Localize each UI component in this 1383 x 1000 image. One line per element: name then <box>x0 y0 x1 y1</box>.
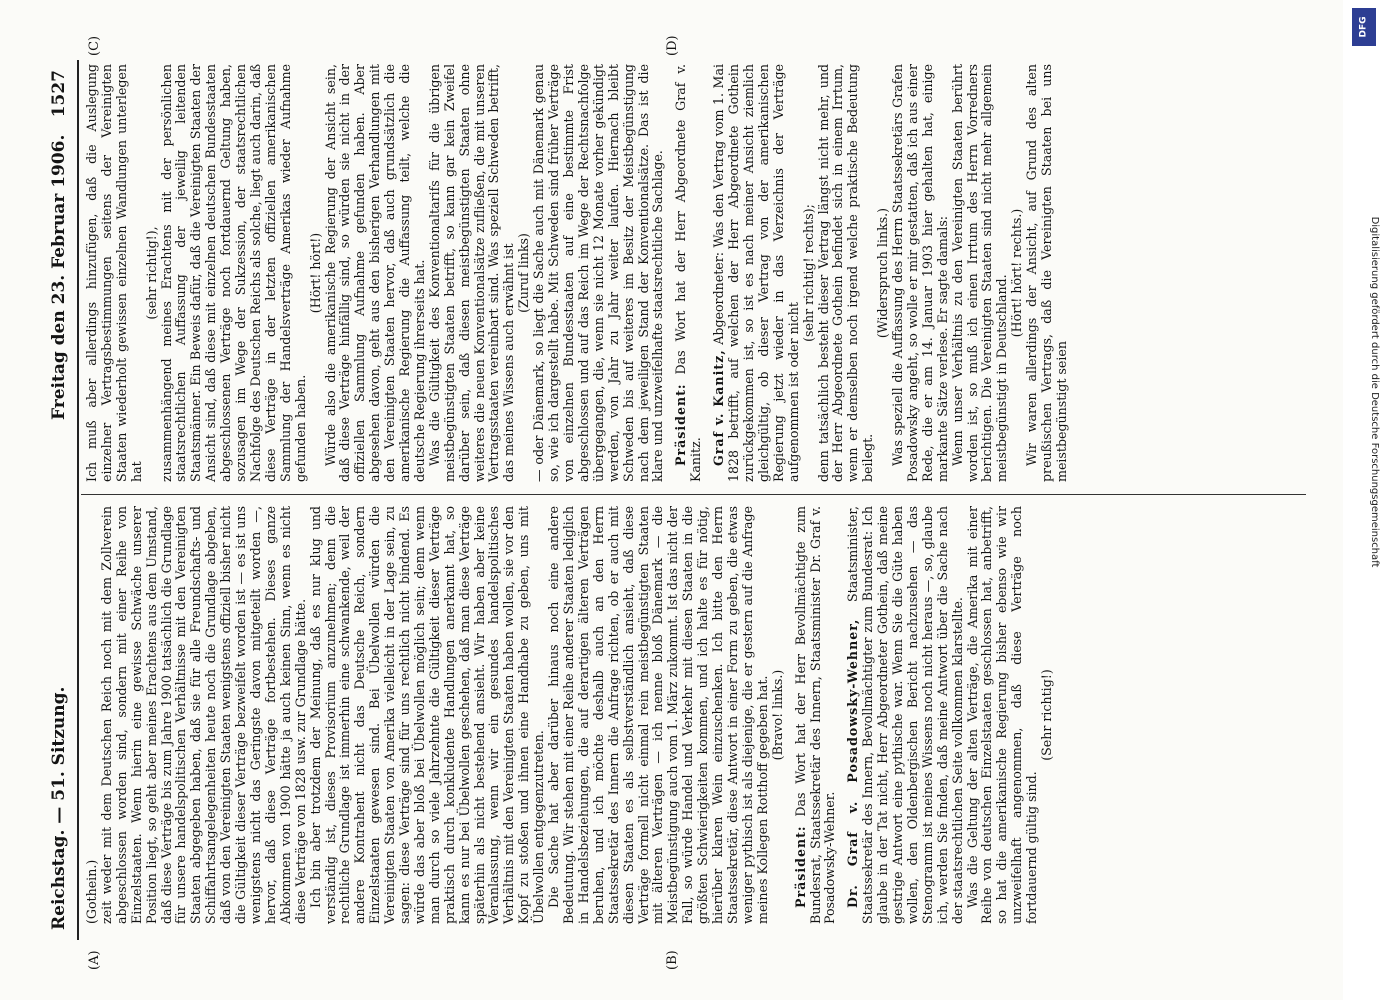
speaker-tag: (Gothein.) <box>84 859 99 924</box>
header-session: Reichstag. — 51. Sitzung. <box>49 686 69 930</box>
margin-mark-c: (C) <box>87 35 102 56</box>
paragraph: Abgeordneter: Was den Vertrag vom 1. Mai 1828 betrifft, auf welchen der Herr Abgeordnete Gothein zurückgekommen ist, so ist es nach meiner Ansicht ziemlich gleichgültig, ob dieser Vertrag von der amerikanischen Regierung jetzt wieder in das Verzeichnis der Verträge aufgenommen ist oder nicht <box>711 64 801 482</box>
left-column <box>85 506 1055 924</box>
header-rule <box>77 60 79 940</box>
kanitz-speaker: Graf v. Kanitz, <box>711 349 727 466</box>
paragraph: Ich muß aber allerdings hinzufügen, daß die Auslegung einzelner Vertragsbestimmungen seitens der Vereinigten Staaten wiederholt gewissen einzelnen Wandlungen unterlegen hat <box>84 64 144 482</box>
margin-mark-d: (D) <box>665 35 680 56</box>
president-label: Präsident: <box>792 825 808 908</box>
interjection: (Widerspruch links.) <box>875 207 891 339</box>
paragraph: Staatsminister, Staatssekretär des Innern, Bevollmächtigter zum Bundesrat: Ich glaube in der Tat nicht, Herr Abgeordneter Gothein, daß meine gestrige Antwort eine pythische war. Wenn Sie die Güte haben wollen, den Oldenbergischen Bericht nachzusehen — das Stenogramm ist meines Wissens noch nicht heraus —, so, glaube ich, werden Sie finden, daß meine Antwort über die Sache nach der staatsrechtlichen Seite vollkommen klarstellte. <box>845 506 965 924</box>
quotation: Wenn unser Verhältnis zu den Vereinigten Staaten berührt worden ist, so muß ich einen Irrtum des Herrn Vorredners berichtigen. Die Vereinigten Staaten sind nicht mehr allgemein meistbegünstigt in Deutschland. <box>949 64 1010 482</box>
right-column <box>85 64 1070 482</box>
paragraph: zeit weder mit dem Deutschen Reich noch mit dem Zollverein abgeschlossen worden sind, sondern mit einer Reihe von Einzelstaaten. Wenn hierin eine gewisse Schwäche unserer Position liegt, so geht aber meines Erachtens aus dem Umstand, daß diese Verträge bis zum Jahre 1900 tatsächlich die Grundlage für unsere handelspolitischen Verhältnisse mit den Vereinigten Staaten abgegeben haben, daß sie für alle Freundschafts- und Schiffahrtsangelegenheiten heute noch die Grundlage abgeben, daß von den Vereinigten Staaten wenigstens offiziell bisher nicht die Gültigkeit dieser Verträge bezweifelt worden ist — es ist uns wenigstens nicht das Geringste davon mitgeteilt worden —, hervor, daß diese Verträge fortbestehen. Dieses ganze Abkommen von 1900 hätte ja auch keinen Sinn, wenn es nicht diese Verträge von 1828 usw. zur Grundlage hätte. <box>98 506 308 924</box>
applause: (Bravo! links.) <box>769 669 785 761</box>
paragraph: Die Sache hat aber darüber hinaus noch eine andere Bedeutung. Wir stehen mit einer Reihe anderer Staaten lediglich in Handelsbeziehungen, die auf derartigen älteren Verträgen beruhen, und ich möchte deshalb auch an den Herrn Staatssekretär des Innern die Anfrage richten, ob er auch mit diesen Staaten es als selbstverständlich ansieht, daß diese Verträge formell nicht einmal rein meistbegünstigten Staaten mit älteren Verträgen — ich nenne bloß Dänemark — die Meistbegünstigung auch vom 1. März zukommt. Ist das nicht der Fall, so würde Handel und Verkehr mit diesen Staaten in die größten Schwierigkeiten kommen, und ich halte es für nötig, hierüber klaren Wein einzuschenken. Ich bitte den Herrn Staatssekretär, diese Antwort in einer Form zu geben, die etwas weniger pythisch ist als diejenige, die er gestern auf die Anfrage meines Kollegen Rotthoff gegeben hat. <box>546 506 770 924</box>
paragraph: zusammenhängend meines Erachtens mit der persönlichen staatsrechtlichen Auffassung der jeweilig leitenden Staatsmänner. Ein Beweis dafür, daß die Vereinigten Staaten der Ansicht sind, daß diese mit einzelnen deutschen Bundesstaaten abgeschlossenen Verträge noch fortdauernd Geltung haben, sozusagen im Wege der Sukzession, der staatsrechtlichen Nachfolge des Deutschen Reichs als solche, liegt auch darin, daß diese Verträge in der letzten offiziellen amerikanischen Sammlung der Handelsverträge Amerikas wieder Aufnahme gefunden haben. <box>158 64 308 482</box>
header-date: Freitag den 23. Februar 1906. <box>49 134 69 420</box>
paragraph: Was die Geltung der alten Verträge, die Amerika mit einer Reihe von deutschen Einzelstaaten geschlossen hat, anbetrifft, so hat die amerikanische Regierung bisher ebenso wie wir unzweifelhaft angenommen, daß diese Verträge noch fortdauernd gültig sind. <box>964 506 1040 924</box>
interjection: (sehr richtig! rechts); <box>800 204 816 342</box>
quotation: Wir waren allerdings der Ansicht, auf Grund des alten preußischen Vertrags, daß die Vereinigten Staaten bei uns meistbegünstigt seien <box>1024 64 1069 482</box>
margin-mark-b: (B) <box>665 950 680 970</box>
page-number: 1527 <box>49 70 69 118</box>
interjection: (Hört! hört! rechts.) <box>1009 208 1025 338</box>
interjection: (sehr richtig!), <box>143 226 159 320</box>
paragraph: — oder Dänemark, so liegt die Sache auch mit Dänemark genau so, wie ich dargestellt habe. Mit Schweden sind früher Verträge von einzelnen Bundesstaaten auf eine bestimmte Frist abgeschlossen und auf das Reich im Wege der Rechtsnachfolge übergegangen, die, wenn sie nicht 12 Monate vorher gekündigt werden, von Jahr zu Jahr weiter laufen. Hiernach bleibt Schweden bis auf weiteres im Besitz der Meistbegünstigung nach dem jeweiligen Stand der Konventionalsätze. Das ist die klare und unzweifelhafte staatsrechtliche Sachlage. <box>531 64 666 482</box>
column-divider <box>81 494 1306 495</box>
president-text: Das Wort hat der Herr Bevollmächtigte zum Bundesrat, Staatssekretär des Innern, Staatsminister Dr. Graf v. Posadowsky-Wehner. <box>792 506 838 924</box>
page-header <box>45 60 75 940</box>
reply-speaker: Dr. Graf v. Posadowsky-Wehner, <box>845 618 861 908</box>
rotated-document-page <box>45 35 1315 970</box>
president-text: Das Wort hat der Herr Abgeordnete Graf v. Kanitz. <box>673 64 704 482</box>
closing-applause: (Sehr richtig!) <box>1039 669 1055 761</box>
interjection: (Hört! hört!) <box>307 232 323 314</box>
paragraph: Würde also die amerikanische Regierung der Ansicht sein, daß diese Verträge hinfällig sind, so würden sie nicht in der offiziellen Sammlung Aufnahme gefunden haben. Aber abgesehen davon, geht aus den bisherigen Verhandlungen mit den Vereinigten Staaten hervor, daß auch grundsätzlich die amerikanische Regierung die Auffassung teilt, welche die deutsche Regierung ihrerseits hat. <box>322 64 427 482</box>
digitization-credit: Digitalisierung gefördert durch die Deutsche Forschungsgemeinschaft <box>1369 216 1380 568</box>
paragraph: Was die Gültigkeit des Konventionaltarifs für die übrigen meistbegünstigten Staaten betrifft, so kann gar kein Zweifel darüber sein, daß diesen meistbegünstigten Staaten ohne weiteres die neuen Konventionalsätze zufließen, die mit unseren Vertragsstaaten vereinbart sind. Was speziell Schweden betrifft, das meines Wissens auch erwähnt ist <box>426 64 517 482</box>
paragraph: Was speziell die Auffassung des Herrn Staatssekretärs Grafen Posadowsky angeht, so wolle er mir gestatten, daß ich aus einer Rede, die er am 14. Januar 1903 hier gehalten hat, einige markante Sätze verlese. Er sagte damals: <box>890 64 950 482</box>
paragraph: denn tatsächlich besteht dieser Vertrag längst nicht mehr, und der Herr Abgeordnete Gothein befindet sich in einem Irrtum, wenn er demselben noch irgend welche praktische Bedeutung beilegt. <box>815 64 876 482</box>
interjection: (Zuruf links) <box>516 233 532 313</box>
dfg-logo: DFG <box>1352 8 1376 46</box>
president-label: Präsident: <box>673 383 689 466</box>
paragraph: Ich bin aber trotzdem der Meinung, daß es nur klug und verständig ist, dieses Provisorium anzunehmen; denn die rechtliche Grundlage ist immerhin eine schwankende, weil der andere Kontrahent nicht das Deutsche Reich, sondern Einzelstaaten gewesen sind. Bei Übelwollen würden die Vereinigten Staaten von Amerika vielleicht in der Lage sein, zu sagen: diese Verträge sind für uns rechtlich nicht bindend. Es würde das aber bloß bei Übelwollen möglich sein; denn wenn man durch so viele Jahrzehnte die Gültigkeit dieser Verträge praktisch durch konkludente Handlungen anerkannt hat, so kann es nur bei Übelwollen geschehen, daß man diese Verträge späterhin als nicht bestehend ansieht. Wir haben aber keine Veranlassung, wenn wir ein gesundes handelspolitisches Verhältnis mit den Vereinigten Staaten haben wollen, sie vor den Kopf zu stoßen und ihnen eine Handhabe zu geben, uns mit Übelwollen entgegenzutreten. <box>307 506 547 924</box>
margin-mark-a: (A) <box>87 950 102 970</box>
